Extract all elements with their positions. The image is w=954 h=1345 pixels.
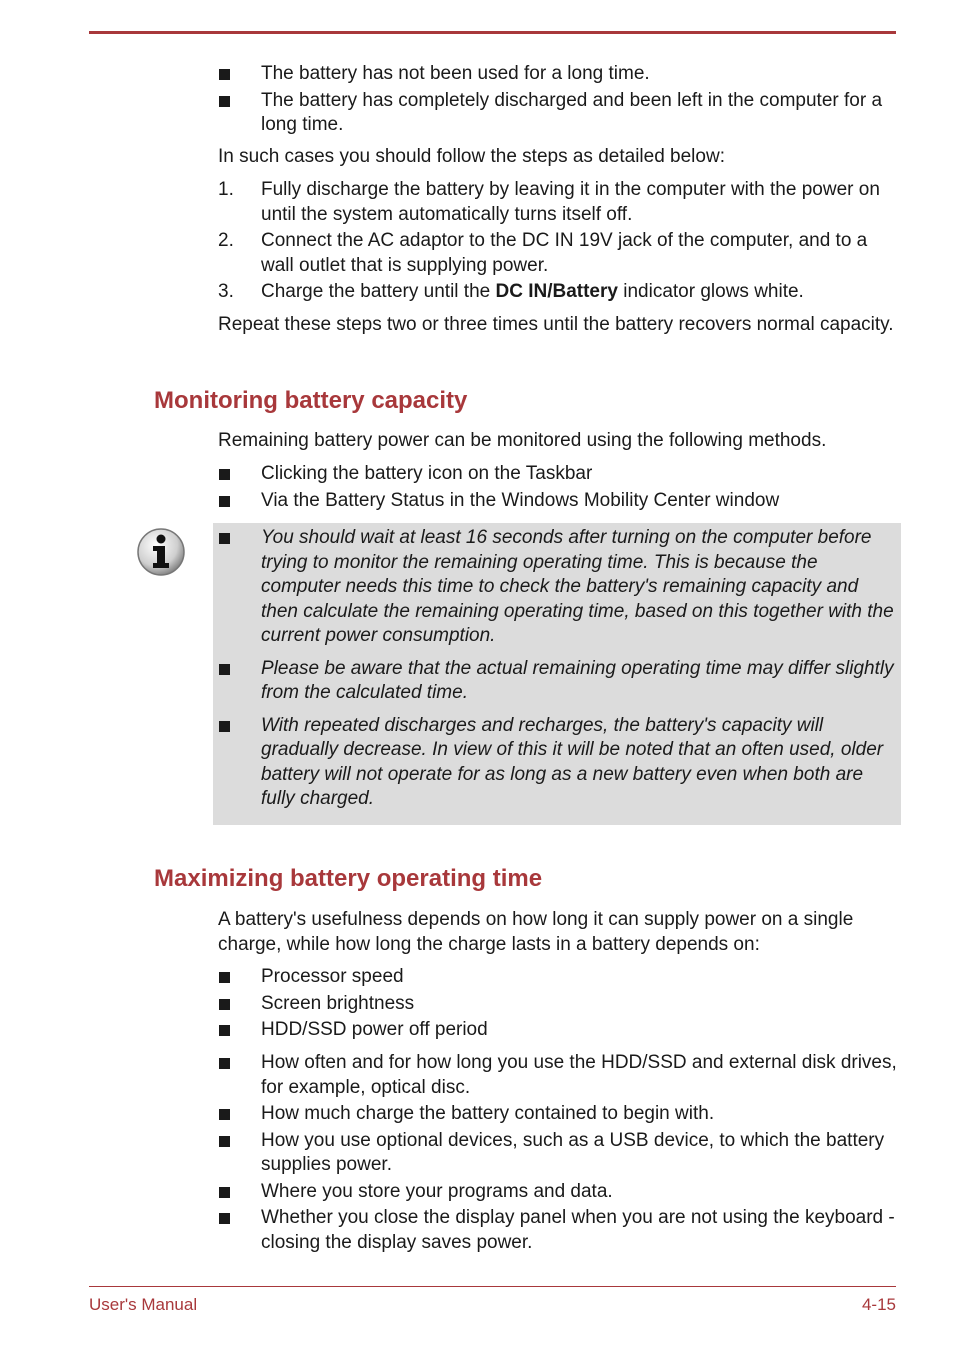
bullet-square-icon — [219, 1058, 230, 1069]
note-item: You should wait at least 16 seconds after turning on the computer before trying to monitor the remaining operating time. This is because the computer needs this time to check the battery's remaining capacity and then calculate the remaining operating time, based on this together with the current power consumption. — [218, 526, 900, 649]
maximizing-list-b — [218, 1051, 900, 1255]
bullet-square-icon — [219, 1187, 230, 1198]
bullet-square-icon — [219, 96, 230, 107]
step-item: 3. Charge the battery until the DC IN/Battery indicator glows white. — [218, 280, 900, 305]
header-rule — [89, 31, 896, 34]
bullet-square-icon — [219, 999, 230, 1010]
monitoring-list — [218, 462, 900, 513]
bullet-square-icon — [219, 533, 230, 544]
step-number: 3. — [218, 281, 234, 302]
steps-list — [218, 178, 900, 305]
bullet-square-icon — [219, 972, 230, 983]
monitoring-heading: Monitoring battery capacity — [154, 387, 468, 414]
list-item: The battery has completely discharged and been left in the computer for a long time. — [218, 89, 900, 138]
list-item: Whether you close the display panel when you are not using the keyboard - closing the display saves power. — [218, 1206, 900, 1255]
info-icon — [136, 527, 186, 577]
list-item: Clicking the battery icon on the Taskbar — [218, 462, 900, 487]
repeat-paragraph: Repeat these steps two or three times until the battery recovers normal capacity. — [218, 314, 894, 335]
bullet-square-icon — [219, 469, 230, 480]
bullet-square-icon — [219, 1025, 230, 1036]
maximizing-heading: Maximizing battery operating time — [154, 865, 543, 892]
step-number: 2. — [218, 230, 234, 251]
list-item: HDD/SSD power off period — [218, 1018, 900, 1043]
bullet-square-icon — [219, 664, 230, 675]
bullet-square-icon — [219, 69, 230, 80]
indicator-name: DC IN/Battery — [495, 281, 618, 302]
footer-manual-title: User's Manual — [89, 1295, 198, 1314]
top-bullet-list — [218, 62, 900, 138]
page-number: 4-15 — [861, 1295, 896, 1314]
note-item: Please be aware that the actual remaining operating time may differ slightly from the calculated time. — [218, 657, 900, 706]
monitoring-intro: Remaining battery power can be monitored using the following methods. — [218, 430, 827, 451]
list-item: Processor speed — [218, 965, 900, 990]
steps-intro: In such cases you should follow the steps as detailed below: — [218, 146, 725, 167]
footer-rule — [89, 1286, 896, 1287]
bullet-square-icon — [219, 721, 230, 732]
bullet-square-icon — [219, 1109, 230, 1120]
list-item: How much charge the battery contained to begin with. — [218, 1102, 900, 1127]
list-item: Via the Battery Status in the Windows Mobility Center window — [218, 489, 900, 514]
list-item: Where you store your programs and data. — [218, 1180, 900, 1205]
note-list — [218, 526, 900, 812]
bullet-square-icon — [219, 1213, 230, 1224]
bullet-square-icon — [219, 1136, 230, 1147]
step-item: 1. Fully discharge the battery by leaving it in the computer with the power on until the system automatically turns itself off. — [218, 179, 880, 225]
maximizing-intro: A battery's usefulness depends on how long it can supply power on a single charge, while how long the charge lasts in a battery depends on: — [218, 909, 854, 955]
step-item: 2. Connect the AC adaptor to the DC IN 19V jack of the computer, and to a wall outlet that is supplying power. — [218, 230, 868, 276]
bullet-square-icon — [219, 496, 230, 507]
step-number: 1. — [218, 179, 234, 200]
list-item: How often and for how long you use the HDD/SSD and external disk drives, for example, optical disc. — [218, 1051, 900, 1100]
list-item: The battery has not been used for a long time. — [218, 62, 900, 87]
list-item: How you use optional devices, such as a USB device, to which the battery supplies power. — [218, 1129, 900, 1178]
maximizing-list-a — [218, 965, 900, 1043]
note-item: With repeated discharges and recharges, the battery's capacity will gradually decrease. In view of this it will be noted that an often used, older battery will not operate for as long as a new battery even when both are fully charged. — [218, 714, 900, 812]
list-item: Screen brightness — [218, 992, 900, 1017]
